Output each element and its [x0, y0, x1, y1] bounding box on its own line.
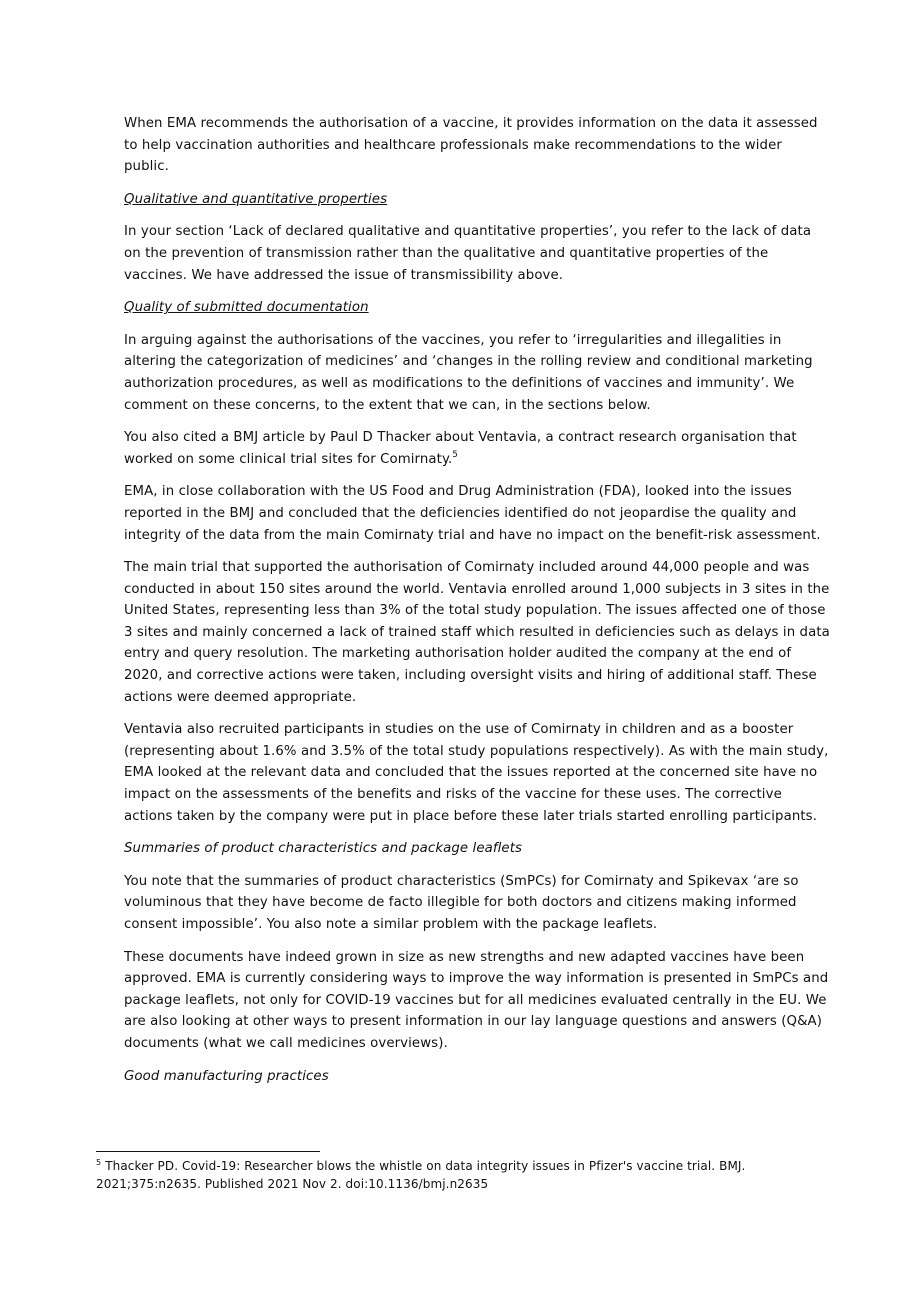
body-text: [124, 113, 830, 1098]
paragraph-documents-grown: These documents have indeed grown in size as new strengths and new adapted vaccines have been approved. EMA is currently considering ways to improve the way information is presented in SmPCs and package leaflets, not only for COVID-19 vaccines but for all medicines evaluated centrally in the EU. We are also looking at other ways to present information in our lay language questions and answers (Q&A) documents (what we call medicines overviews).: [124, 949, 829, 1051]
paragraph-qualitative-properties: In your section ‘Lack of declared qualitative and quantitative properties’, you refer to the lack of data on the prevention of transmission rather than the qualitative and quantitative properties of the vaccines. We have addressed the issue of transmissibility above.: [124, 224, 812, 283]
paragraph-fda-collaboration: EMA, in close collaboration with the US Food and Drug Administration (FDA), looked into the issues reported in the BMJ and concluded that the deficiencies identified do not jeopardise the quality and integrity of the data from the main Comirnaty trial and have no impact on the benefit-risk assessment.: [124, 484, 821, 543]
paragraph-main-trial: The main trial that supported the authorisation of Comirnaty included around 44,000 people and was conducted in about 150 sites around the world. Ventavia enrolled around 1,000 subjects in 3 sites in the United States, representing less than 3% of the total study population. The issues affected one of those 3 sites and mainly concerned a lack of trained staff which resulted in deficiencies such as delays in data entry and query resolution. The marketing authorisation holder audited the company at the end of 2020, and corrective actions were taken, including oversight visits and hiring of additional staff. These actions were deemed appropriate.: [124, 560, 830, 705]
paragraph-smpc-voluminous: You note that the summaries of product characteristics (SmPCs) for Comirnaty and Spikevax ‘are so voluminous that they have become de facto illegible for both doctors and citizens making informed consent impossible’. You also note a similar problem with the package leaflets.: [124, 873, 799, 932]
section-heading-smpc: Summaries of product characteristics and package leaflets: [124, 841, 523, 857]
footnote-reference[interactable]: 5: [452, 449, 458, 460]
paragraph-intro: When EMA recommends the authorisation of a vaccine, it provides information on the data it assessed to help vaccination authorities and healthcare professionals make recommendations to the wider public.: [124, 116, 818, 175]
footnote-number: 5: [96, 1158, 102, 1167]
footnote: [96, 1157, 816, 1193]
paragraph-ventavia-studies: Ventavia also recruited participants in studies on the use of Comirnaty in children and as a booster (representing about 1.6% and 3.5% of the total study populations respectively). As with the main study, EMA looked at the relevant data and concluded that the issues reported at the concerned site have no impact on the assessments of the benefits and risks of the vaccine for these uses. The corrective actions taken by the company were put in place before these later trials started enrolling participants.: [124, 722, 829, 824]
section-heading-qualitative-properties: Qualitative and quantitative properties: [124, 191, 388, 207]
paragraph-irregularities: In arguing against the authorisations of the vaccines, you refer to ‘irregularities and illegalities in altering the categorization of medicines’ and ‘changes in the rolling review and conditional marketing authorization procedures, as well as modifications to the definitions of vaccines and immunity’. We comment on these concerns, to the extent that we can, in the sections below.: [124, 332, 813, 413]
footnote-divider: [96, 1151, 320, 1152]
paragraph-bmj-article: [124, 427, 830, 470]
section-heading-submitted-documentation: Quality of submitted documentation: [124, 300, 369, 316]
section-heading-gmp: Good manufacturing practices: [124, 1068, 329, 1084]
footnote-text: Thacker PD. Covid-19: Researcher blows the whistle on data integrity issues in Pfizer's vaccine trial. BMJ. 2021;375:n2635. Published 2021 Nov 2. doi:10.1136/bmj.n2635: [96, 1159, 746, 1191]
paragraph-bmj-article-text: You also cited a BMJ article by Paul D Thacker about Ventavia, a contract research organisation that worked on some clinical trial sites for Comirnaty.: [124, 430, 797, 467]
